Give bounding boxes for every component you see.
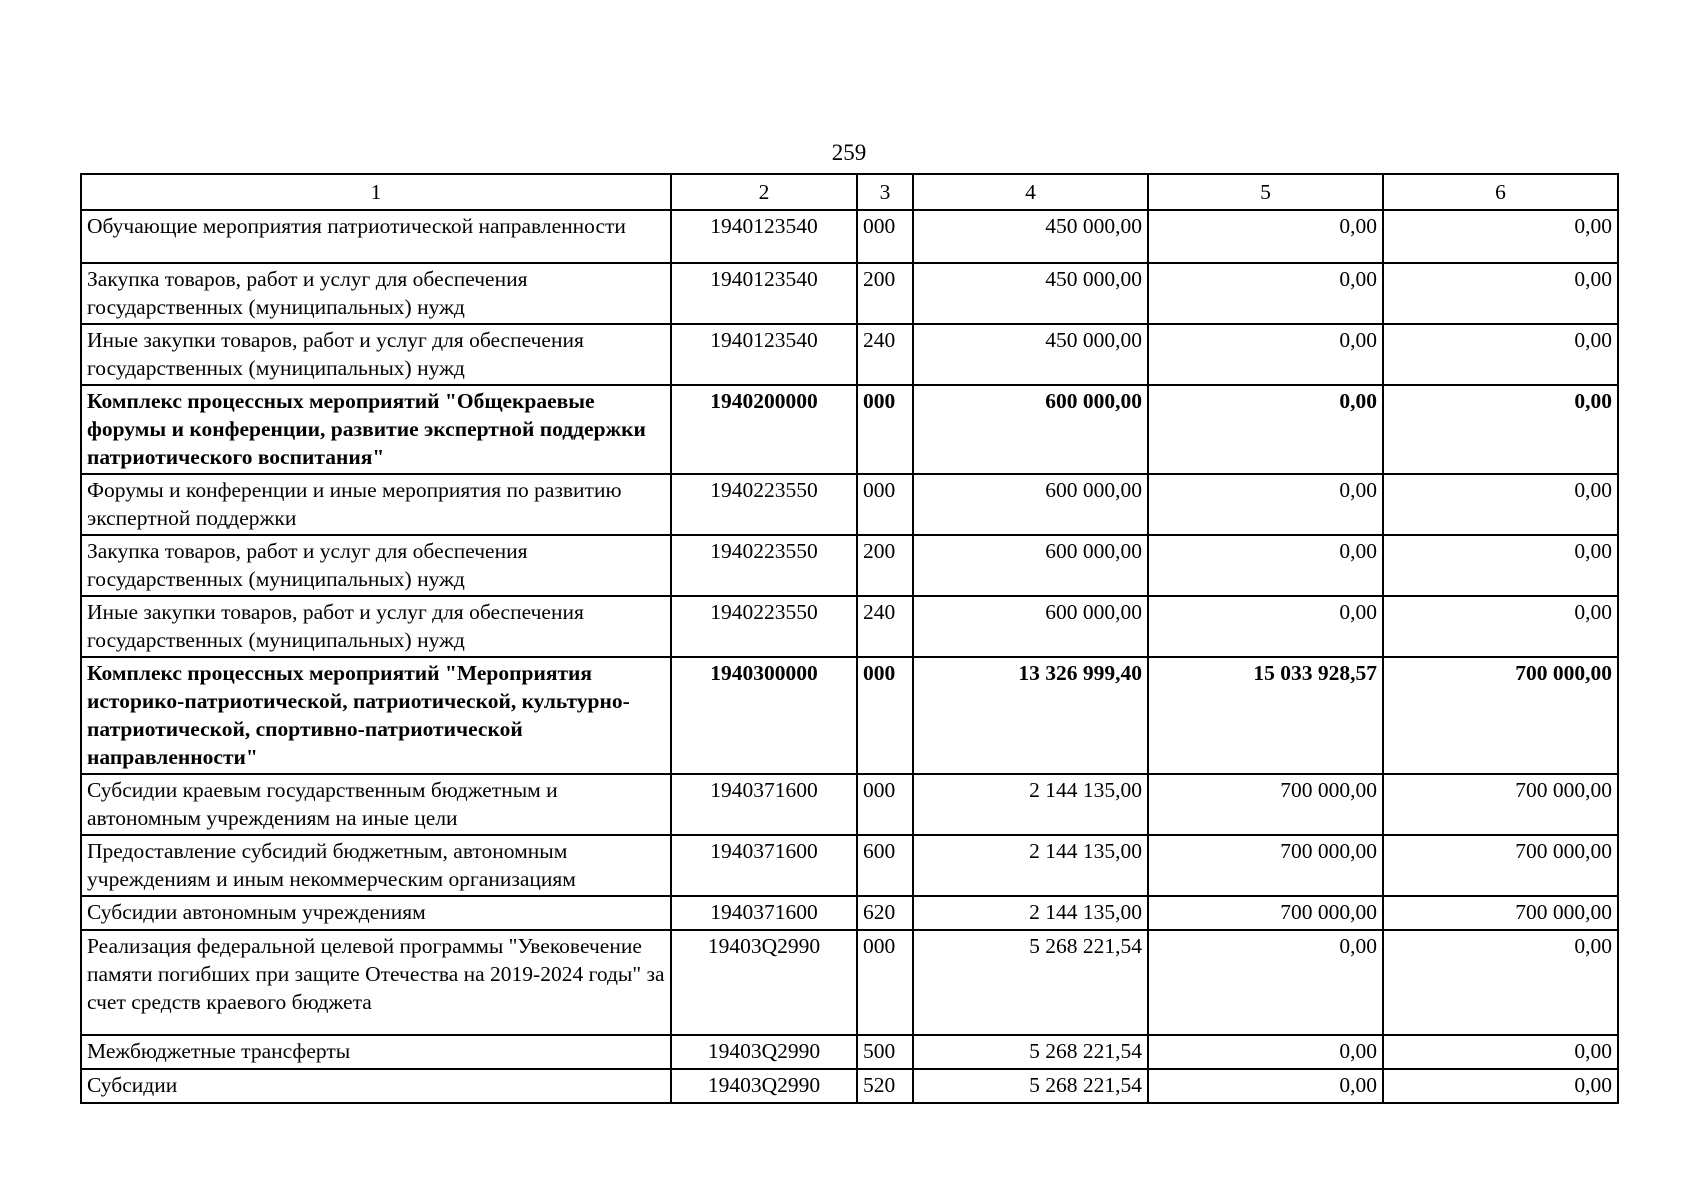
column-header: 6: [1383, 174, 1618, 210]
row-code-cell: 19403Q2990: [671, 930, 857, 1035]
row-name-cell: Комплекс процессных мероприятий "Мероприятия историко-патриотической, патриотической, культурно-патриотической, спортивно-патриотической направленности": [81, 657, 671, 774]
column-header: 3: [857, 174, 913, 210]
row-value-col4: 600 000,00: [913, 535, 1148, 596]
table-row: [81, 474, 1618, 535]
row-code-cell: 1940123540: [671, 324, 857, 385]
table-row: [81, 385, 1618, 474]
row-value-col5: 700 000,00: [1148, 835, 1383, 896]
row-value-col5: 0,00: [1148, 1069, 1383, 1103]
row-type-cell: 600: [857, 835, 913, 896]
table-row: [81, 835, 1618, 896]
row-value-col4: 5 268 221,54: [913, 1069, 1148, 1103]
row-value-col6: 0,00: [1383, 263, 1618, 324]
row-value-col5: 15 033 928,57: [1148, 657, 1383, 774]
page-number: 259: [831, 140, 867, 165]
column-header: 2: [671, 174, 857, 210]
row-value-col6: 700 000,00: [1383, 774, 1618, 835]
column-header: 4: [913, 174, 1148, 210]
row-value-col5: 0,00: [1148, 385, 1383, 474]
row-value-col4: 2 144 135,00: [913, 774, 1148, 835]
table-row: [81, 324, 1618, 385]
row-name-cell: Закупка товаров, работ и услуг для обеспечения государственных (муниципальных) нужд: [81, 263, 671, 324]
row-value-col6: 0,00: [1383, 596, 1618, 657]
row-value-col4: 5 268 221,54: [913, 1035, 1148, 1069]
row-name-cell: Иные закупки товаров, работ и услуг для обеспечения государственных (муниципальных) нужд: [81, 324, 671, 385]
row-type-cell: 200: [857, 535, 913, 596]
row-value-col6: 700 000,00: [1383, 835, 1618, 896]
row-type-cell: 520: [857, 1069, 913, 1103]
table-row: [81, 896, 1618, 930]
row-code-cell: 1940123540: [671, 210, 857, 263]
row-value-col5: 0,00: [1148, 474, 1383, 535]
row-value-col6: 0,00: [1383, 324, 1618, 385]
row-code-cell: 1940223550: [671, 596, 857, 657]
row-name-cell: Обучающие мероприятия патриотической направленности: [81, 210, 671, 263]
row-name-cell: Форумы и конференции и иные мероприятия по развитию экспертной поддержки: [81, 474, 671, 535]
row-name-cell: Субсидии краевым государственным бюджетным и автономным учреждениям на иные цели: [81, 774, 671, 835]
row-code-cell: 1940223550: [671, 535, 857, 596]
row-value-col4: 2 144 135,00: [913, 896, 1148, 930]
row-value-col6: 0,00: [1383, 210, 1618, 263]
table-row: [81, 1069, 1618, 1103]
table-row: [81, 657, 1618, 774]
row-name-cell: Субсидии: [81, 1069, 671, 1103]
row-name-cell: Субсидии автономным учреждениям: [81, 896, 671, 930]
row-value-col6: 700 000,00: [1383, 896, 1618, 930]
row-name-cell: Комплекс процессных мероприятий "Общекраевые форумы и конференции, развитие экспертной поддержки патриотического воспитания": [81, 385, 671, 474]
row-value-col4: 13 326 999,40: [913, 657, 1148, 774]
row-code-cell: 1940300000: [671, 657, 857, 774]
row-type-cell: 240: [857, 324, 913, 385]
row-code-cell: 1940371600: [671, 896, 857, 930]
row-value-col4: 600 000,00: [913, 596, 1148, 657]
row-name-cell: Межбюджетные трансферты: [81, 1035, 671, 1069]
row-type-cell: 620: [857, 896, 913, 930]
row-name-cell: Предоставление субсидий бюджетным, автономным учреждениям и иным некоммерческим организациям: [81, 835, 671, 896]
row-value-col5: 0,00: [1148, 210, 1383, 263]
row-value-col5: 0,00: [1148, 930, 1383, 1035]
row-value-col6: 0,00: [1383, 474, 1618, 535]
row-code-cell: 1940223550: [671, 474, 857, 535]
row-value-col4: 450 000,00: [913, 324, 1148, 385]
table-row: [81, 263, 1618, 324]
table-row: [81, 774, 1618, 835]
row-code-cell: 19403Q2990: [671, 1035, 857, 1069]
table-header-row: [81, 174, 1618, 210]
table-row: [81, 930, 1618, 1035]
table-row: [81, 535, 1618, 596]
row-code-cell: 1940371600: [671, 774, 857, 835]
row-type-cell: 500: [857, 1035, 913, 1069]
row-value-col6: 0,00: [1383, 385, 1618, 474]
row-value-col5: 0,00: [1148, 596, 1383, 657]
row-value-col6: 0,00: [1383, 1035, 1618, 1069]
row-value-col5: 0,00: [1148, 263, 1383, 324]
row-code-cell: 1940200000: [671, 385, 857, 474]
row-value-col5: 0,00: [1148, 535, 1383, 596]
table-row: [81, 210, 1618, 263]
row-value-col5: 700 000,00: [1148, 774, 1383, 835]
row-type-cell: 000: [857, 385, 913, 474]
row-name-cell: Иные закупки товаров, работ и услуг для обеспечения государственных (муниципальных) нужд: [81, 596, 671, 657]
row-name-cell: Закупка товаров, работ и услуг для обеспечения государственных (муниципальных) нужд: [81, 535, 671, 596]
row-value-col5: 700 000,00: [1148, 896, 1383, 930]
row-value-col5: 0,00: [1148, 1035, 1383, 1069]
row-value-col5: 0,00: [1148, 324, 1383, 385]
row-value-col4: 600 000,00: [913, 474, 1148, 535]
row-value-col4: 600 000,00: [913, 385, 1148, 474]
row-type-cell: 000: [857, 474, 913, 535]
row-type-cell: 000: [857, 774, 913, 835]
row-type-cell: 200: [857, 263, 913, 324]
row-code-cell: 1940123540: [671, 263, 857, 324]
table-body: [81, 210, 1618, 1103]
row-value-col6: 700 000,00: [1383, 657, 1618, 774]
row-type-cell: 000: [857, 930, 913, 1035]
row-code-cell: 1940371600: [671, 835, 857, 896]
table-row: [81, 596, 1618, 657]
row-value-col6: 0,00: [1383, 930, 1618, 1035]
table-row: [81, 1035, 1618, 1069]
budget-table: [80, 173, 1619, 1104]
row-code-cell: 19403Q2990: [671, 1069, 857, 1103]
row-value-col4: 450 000,00: [913, 263, 1148, 324]
row-value-col4: 450 000,00: [913, 210, 1148, 263]
row-value-col4: 2 144 135,00: [913, 835, 1148, 896]
row-type-cell: 240: [857, 596, 913, 657]
row-value-col6: 0,00: [1383, 535, 1618, 596]
row-type-cell: 000: [857, 210, 913, 263]
row-name-cell: Реализация федеральной целевой программы "Увековечение памяти погибших при защите Отечества на 2019-2024 годы" за счет средств краевого бюджета: [81, 930, 671, 1035]
row-value-col6: 0,00: [1383, 1069, 1618, 1103]
row-type-cell: 000: [857, 657, 913, 774]
row-value-col4: 5 268 221,54: [913, 930, 1148, 1035]
column-header: 1: [81, 174, 671, 210]
column-header: 5: [1148, 174, 1383, 210]
